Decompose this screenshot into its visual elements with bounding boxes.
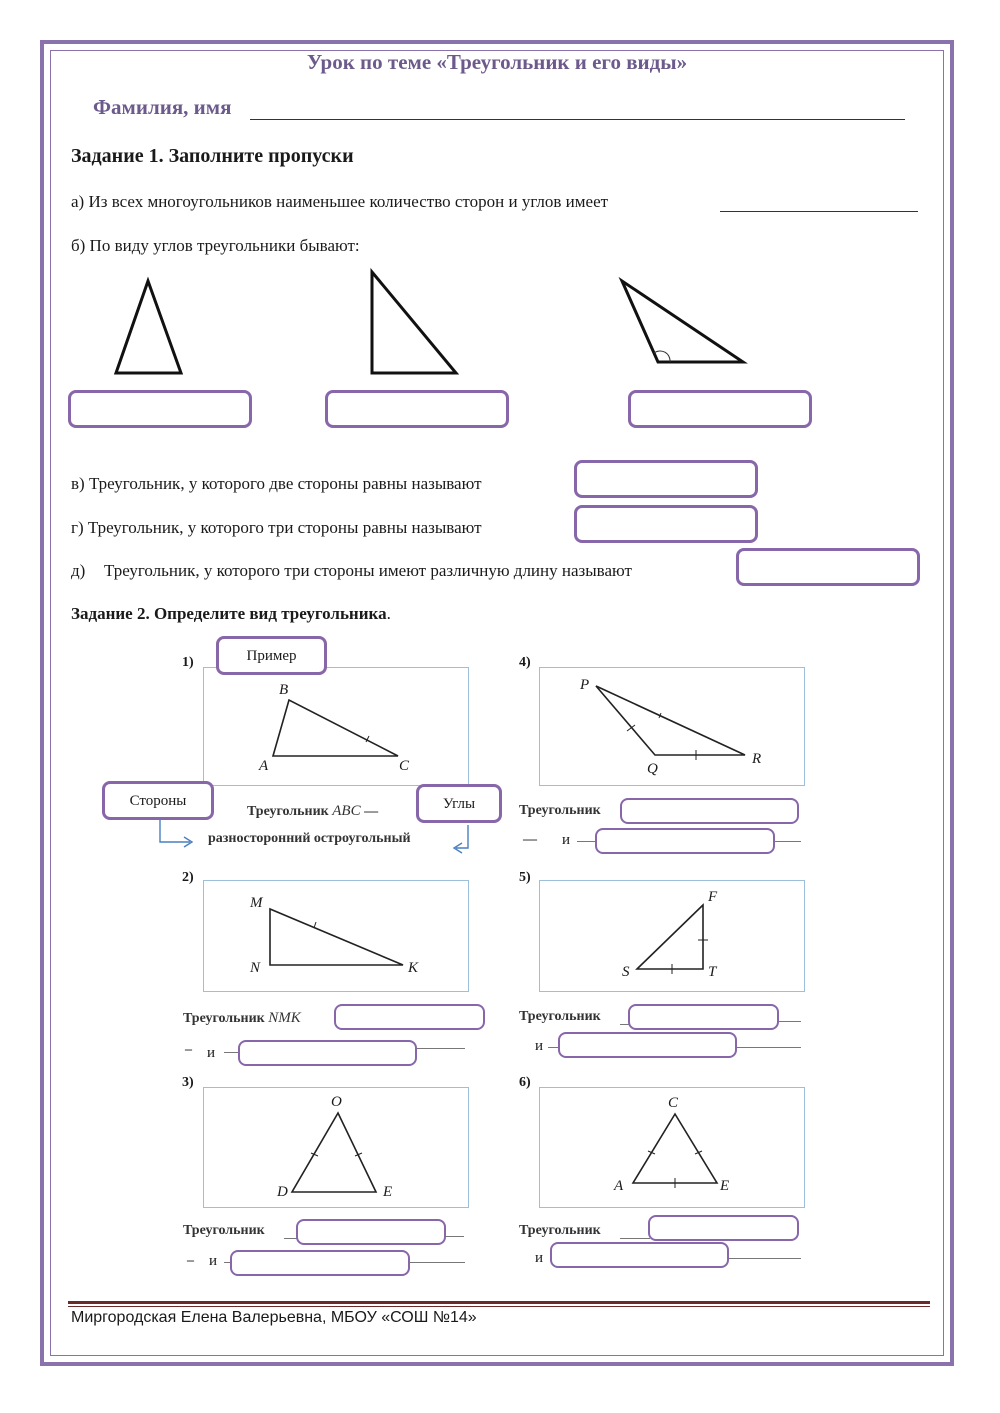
item3-dash: – xyxy=(187,1253,194,1268)
item5-line-right2 xyxy=(737,1047,801,1048)
item-number-5: 5) xyxy=(519,870,531,885)
item5-line-right xyxy=(779,1021,801,1022)
item4-caption: Треугольник xyxy=(519,803,601,818)
item3-and: и xyxy=(209,1253,218,1269)
item-number-3: 3) xyxy=(182,1075,194,1090)
angles-tag-label: Углы xyxy=(442,796,476,812)
example-caption: Треугольник ABC — xyxy=(247,803,379,819)
item5-and: и xyxy=(535,1038,544,1054)
item4-line-left xyxy=(577,841,597,842)
triangle-cae xyxy=(633,1114,717,1183)
sides-arrow xyxy=(150,818,190,842)
task1-d-prefix: д) xyxy=(71,561,86,580)
item3-line-right2 xyxy=(410,1262,465,1263)
vertex-label: K xyxy=(408,960,419,976)
sides-tag-label: Стороны xyxy=(129,793,187,809)
triangle-fst xyxy=(637,905,703,969)
item3-line-right xyxy=(446,1236,464,1237)
vertex-label: D xyxy=(277,1184,288,1200)
item2-answer-angles[interactable] xyxy=(238,1040,417,1066)
item-number-2: 2) xyxy=(182,870,194,885)
vertex-label: T xyxy=(708,964,717,980)
worksheet-title: Урок по теме «Треугольник и его виды» xyxy=(306,50,688,74)
name-label: Фамилия, имя xyxy=(93,95,232,119)
item-number-1: 1) xyxy=(182,655,194,670)
item2-dash: – xyxy=(185,1042,192,1057)
item6-answer-sides[interactable] xyxy=(648,1215,799,1241)
footer-rule-thin xyxy=(68,1306,930,1307)
task1-v-text: в) Треугольник, у которого две стороны равны называют xyxy=(71,474,482,493)
example-tag-label: Пример xyxy=(246,648,297,664)
vertex-label: F xyxy=(708,889,718,905)
vertex-label: E xyxy=(383,1184,393,1200)
vertex-label: A xyxy=(614,1178,624,1194)
item4-line-right xyxy=(775,841,801,842)
item6-answer-angles[interactable] xyxy=(550,1242,729,1268)
item4-and: и xyxy=(562,832,571,848)
footer-rule xyxy=(68,1301,930,1304)
task1-a-text: а) Из всех многоугольников наименьшее количество сторон и углов имеет xyxy=(71,192,609,211)
vertex-label: B xyxy=(279,682,289,698)
task1-g-text: г) Треугольник, у которого три стороны равны называют xyxy=(71,518,482,537)
item5-answer-angles[interactable] xyxy=(558,1032,737,1058)
example-answer: разносторонний остроугольный xyxy=(208,831,411,846)
vertex-label: C xyxy=(668,1095,679,1111)
vertex-label: P xyxy=(580,677,590,693)
footer-author: Миргородская Елена Валерьевна, МБОУ «СОШ №14» xyxy=(71,1309,477,1326)
item3-answer-angles[interactable] xyxy=(230,1250,410,1276)
item-number-6: 6) xyxy=(519,1075,531,1090)
vertex-label: C xyxy=(399,758,410,774)
example-tag xyxy=(216,636,327,675)
item5-caption: Треугольник xyxy=(519,1009,601,1024)
item6-line-left xyxy=(620,1238,650,1239)
sides-tag xyxy=(102,781,214,820)
item2-and: и xyxy=(207,1045,216,1061)
item2-caption: Треугольник NMK xyxy=(183,1010,301,1026)
angles-arrow xyxy=(456,825,468,848)
angles-tag xyxy=(416,784,502,823)
item3-answer-sides[interactable] xyxy=(296,1219,446,1245)
triangle-nmk xyxy=(270,909,403,965)
item5-answer-sides[interactable] xyxy=(628,1004,779,1030)
vertex-label: E xyxy=(720,1178,730,1194)
task2-heading: Задание 2. Определите вид треугольника. xyxy=(71,604,391,623)
item2-line-right xyxy=(417,1048,465,1049)
item4-dash: — xyxy=(523,832,537,847)
item3-caption: Треугольник xyxy=(183,1223,265,1238)
task1-heading: Задание 1. Заполните пропуски xyxy=(71,145,354,167)
vertex-label: A xyxy=(259,758,269,774)
item6-caption: Треугольник xyxy=(519,1223,601,1238)
item2-answer-sides[interactable] xyxy=(334,1004,485,1030)
item4-answer-sides[interactable] xyxy=(620,798,799,824)
item-number-4: 4) xyxy=(519,655,531,670)
vertex-label: N xyxy=(250,960,261,976)
item4-answer-angles[interactable] xyxy=(595,828,775,854)
item6-line-right xyxy=(729,1258,801,1259)
task1-b-text: б) По виду углов треугольники бывают: xyxy=(71,236,360,255)
vertex-label: S xyxy=(622,964,630,980)
item6-and: и xyxy=(535,1250,544,1266)
triangle-pqr xyxy=(596,686,745,755)
triangle-ode xyxy=(292,1113,376,1192)
triangle-abc xyxy=(273,700,398,756)
vertex-label: M xyxy=(250,895,263,911)
task1-d-text: Треугольник, у которого три стороны имеют различную длину называют xyxy=(104,561,632,580)
vertex-label: O xyxy=(331,1094,342,1110)
vertex-label: Q xyxy=(647,761,658,777)
vertex-label: R xyxy=(752,751,762,767)
